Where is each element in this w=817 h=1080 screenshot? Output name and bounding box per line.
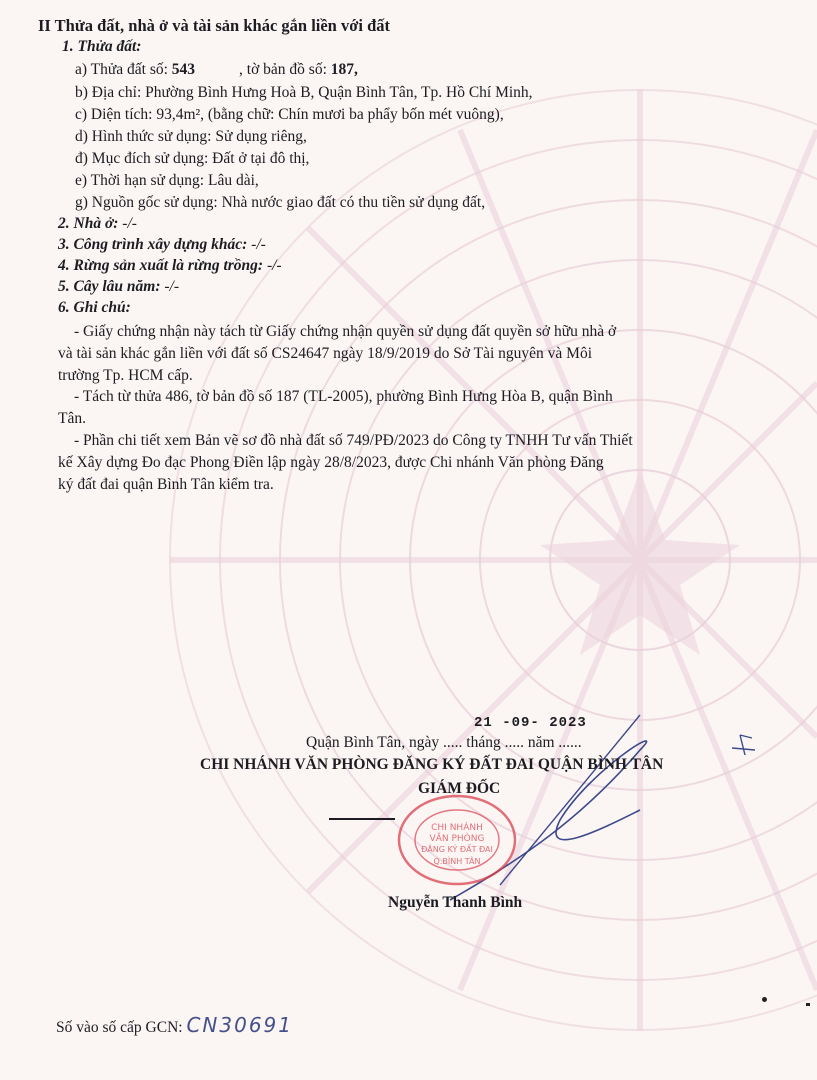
- certificate-number-handwritten: CN30691: [186, 1013, 294, 1037]
- land-parcel-line: [75, 60, 358, 80]
- ink-dot: [762, 997, 767, 1002]
- sub-section-label: 1. Thửa đất:: [62, 38, 142, 55]
- address-line: b) Địa chỉ: Phường Bình Hưng Hoà B, Quận Bình Tân, Tp. Hồ Chí Minh,: [75, 84, 533, 101]
- house-label: 2. Nhà ở:: [58, 215, 119, 232]
- construction-label: 3. Công trình xây dựng khác:: [58, 236, 248, 253]
- usage-origin-line: g) Nguồn gốc sử dụng: Nhà nước giao đất có thu tiền sử dụng đất,: [75, 194, 486, 211]
- parcel-number: 543: [171, 61, 196, 78]
- note-1-line-3: trường Tp. HCM cấp.: [58, 367, 193, 384]
- certificate-number-label: Số vào số cấp GCN:: [56, 1019, 187, 1036]
- place-date-line: Quận Bình Tân, ngày ..... tháng ..... năm ......: [306, 734, 582, 751]
- date-stamp: 21 -09- 2023: [474, 715, 587, 731]
- signer-position: GIÁM ĐỐC: [418, 780, 501, 797]
- house-line: [58, 214, 137, 234]
- usage-term-line: e) Thời hạn sử dụng: Lâu dài,: [75, 172, 259, 189]
- trees-label: 5. Cây lâu năm:: [58, 278, 161, 295]
- note-1-line-2: và tài sản khác gắn liền với đất số CS24647 ngày 18/9/2019 do Sở Tài nguyên và Môi: [58, 345, 593, 362]
- stamp-line-1: CHI NHÁNH: [431, 823, 483, 833]
- signer-name: Nguyễn Thanh Bình: [388, 894, 523, 911]
- signature-underline: [329, 818, 395, 820]
- map-prefix: , tờ bản đồ số:: [239, 61, 331, 78]
- ink-dot: [806, 1003, 810, 1006]
- note-3-line-2: kế Xây dựng Đo đạc Phong Điền lập ngày 28/8/2023, được Chi nhánh Văn phòng Đăng: [58, 454, 604, 471]
- stamp-line-4: Q.BÌNH TÂN: [433, 857, 481, 866]
- usage-purpose-line: đ) Mục đích sử dụng: Đất ở tại đô thị,: [75, 150, 310, 167]
- section-title: II Thửa đất, nhà ở và tài sản khác gắn liền với đất: [38, 16, 391, 35]
- map-number: 187,: [330, 61, 358, 78]
- construction-line: [58, 235, 266, 255]
- notes-label: 6. Ghi chú:: [58, 299, 131, 316]
- trees-line: [58, 277, 179, 297]
- forest-line: [58, 256, 282, 276]
- note-3-line-3: ký đất đai quận Bình Tân kiểm tra.: [58, 476, 274, 493]
- usage-form-line: d) Hình thức sử dụng: Sử dụng riêng,: [75, 128, 307, 145]
- stamp-line-3: ĐĂNG KÝ ĐẤT ĐAI: [421, 845, 493, 854]
- note-3-line-1: - Phần chi tiết xem Bản vẽ sơ đồ nhà đất số 749/PĐ/2023 do Công ty TNHH Tư vấn Thiết: [74, 432, 633, 449]
- stamp-line-2: VĂN PHÒNG: [429, 834, 485, 844]
- parcel-prefix: a) Thửa đất số:: [75, 61, 172, 78]
- construction-value: -/-: [247, 236, 266, 253]
- forest-label: 4. Rừng sản xuất là rừng trồng:: [58, 257, 264, 274]
- area-line: c) Diện tích: 93,4m², (bằng chữ: Chín mươi ba phẩy bốn mét vuông),: [75, 106, 504, 123]
- note-1-line-1: - Giấy chứng nhận này tách từ Giấy chứng nhận quyền sử dụng đất quyền sở hữu nhà ở: [74, 323, 617, 340]
- trees-value: -/-: [160, 278, 179, 295]
- house-value: -/-: [118, 215, 137, 232]
- note-2-line-2: Tân.: [58, 410, 86, 427]
- note-2-line-1: - Tách từ thửa 486, tờ bản đồ số 187 (TL-2005), phường Bình Hưng Hòa B, quận Bình: [74, 388, 613, 405]
- issuing-office: CHI NHÁNH VĂN PHÒNG ĐĂNG KÝ ĐẤT ĐAI QUẬN BÌNH TÂN: [200, 756, 664, 773]
- forest-value: -/-: [263, 257, 282, 274]
- certificate-number-line: [56, 1015, 293, 1038]
